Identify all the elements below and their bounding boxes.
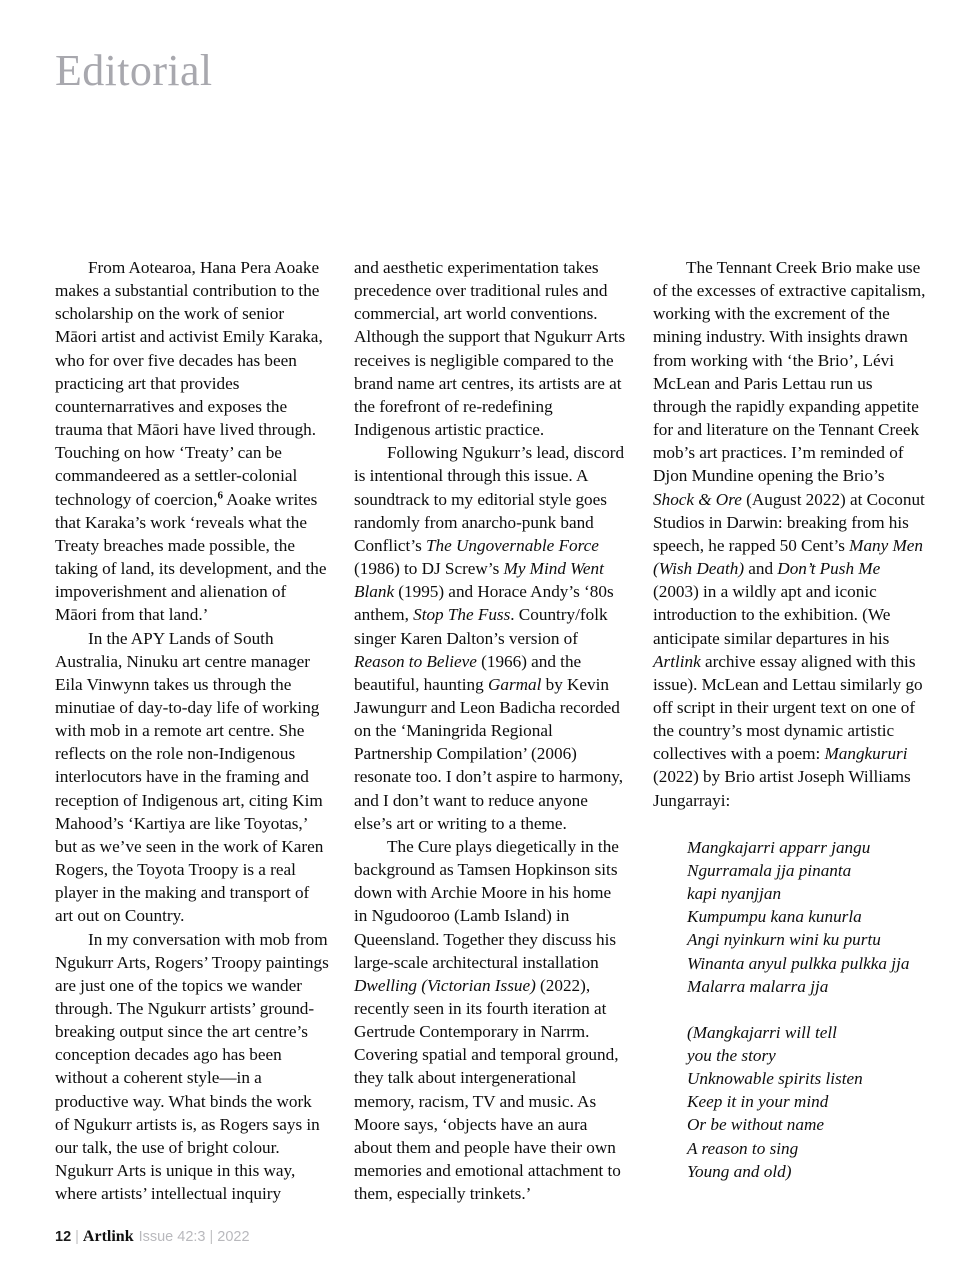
work-title: Shock & Ore xyxy=(653,489,742,509)
footer-page-number: 12 xyxy=(55,1229,72,1245)
footer-separator-2: | xyxy=(209,1229,214,1245)
paragraph xyxy=(354,441,628,835)
poem-line: Mangkajarri apparr jangu xyxy=(687,837,871,857)
poem-line: Keep it in your mind xyxy=(687,1092,829,1112)
paragraph-text: (2003) in a wildly apt and iconic introduction to the exhibition. (We anticipate similar departures in his xyxy=(653,582,891,648)
poem-stanza-1 xyxy=(653,836,927,998)
article-columns xyxy=(55,256,927,1206)
poem-line: A reason to sing xyxy=(687,1138,799,1158)
poem-line: Malarra malarra jja xyxy=(687,976,829,996)
work-title: Many Men (Wish Death) xyxy=(653,535,924,579)
paragraph-text: The Cure plays diegetically in the background as Tamsen Hopkinson sits down with Archie Moore in his home in Ngudooroo (Lamb Island) in Queensland. Together they discuss his large-scale architectural installation xyxy=(354,836,619,972)
poem-line: Ngurramala jja pinanta xyxy=(687,860,852,880)
poem-line: kapi nyanjjan xyxy=(687,884,782,904)
work-title: Mangkururi xyxy=(824,744,908,764)
poem-spacer xyxy=(653,812,927,836)
paragraph-text: From Aotearoa, Hana Pera Aoake makes a substantial contribution to the scholarship on the work of senior Māori artist and activist Emily Karaka, who for over five decades has been practicing art that provides counternarratives and exposes the trauma that Māori have lived through. Touching on how ‘Treaty’ can be commandeered as a settler-colonial technology of coercion, xyxy=(55,258,323,509)
work-title: My Mind Went Blank xyxy=(354,559,604,602)
column-2 xyxy=(354,256,628,1206)
paragraph-text: (2022) by Brio artist Joseph Williams Jungarrayi: xyxy=(653,767,911,810)
paragraph-text: (August 2022) at Coconut Studios in Darwin: breaking from his speech, he rapped 50 Cent’s xyxy=(653,489,925,555)
paragraph-text: and xyxy=(744,559,778,579)
footnote-marker: 6 xyxy=(217,488,224,501)
work-title: The Ungovernable Force xyxy=(426,535,599,555)
paragraph-text: (1995) and Horace Andy’s ‘80s anthem, xyxy=(354,582,614,625)
work-title: Dwelling (Victorian Issue) xyxy=(354,975,536,995)
poem-line: Unknowable spirits listen xyxy=(687,1069,863,1089)
paragraph-text-cont: Aoake writes that Karaka’s work ‘reveals what the Treaty breaches made possible, the taking of land, its development, and the impoverishment and alienation of Māori from that land.’ xyxy=(55,489,327,625)
paragraph-text: Following Ngukurr’s lead, discord is intentional through this issue. A soundtrack to my editorial style goes randomly from anarcho-punk band Conflict’s xyxy=(354,443,625,555)
paragraph: In the APY Lands of South Australia, Ninuku art centre manager Eila Vinwynn takes us through the minutiae of day-to-day life of working with mob in a remote art centre. She reflects on the role non-Indigenous interlocutors have in the framing and reception of Indigenous art, citing Kim Mahood’s ‘Kartiya are like Toyotas,’ but as we’ve seen in the work of Karen Rogers, the Toyota Troopy is a real player in the making and transport of art out on Country. xyxy=(55,628,324,926)
paragraph xyxy=(354,835,628,1206)
paragraph-text: (1966) and the beautiful, haunting xyxy=(354,651,582,694)
paragraph xyxy=(653,256,927,812)
work-title: Stop The Fuss xyxy=(413,605,511,625)
masthead xyxy=(55,45,655,105)
footer-year: 2022 xyxy=(217,1229,250,1245)
paragraph-text: by Kevin Jawungurr and Leon Badicha recorded on the ‘Maningrida Regional Partnership Compilation’ (2006) resonate too. I don’t aspire to harmony, and I don’t want to reduce anyone else’s art or writing to a theme. xyxy=(354,674,624,833)
footer-brand: Artlink xyxy=(82,1228,134,1245)
paragraph-text: . Country/folk singer Karen Dalton’s version of xyxy=(354,605,608,648)
poem-line: Kumpumpu kana kunurla xyxy=(687,907,862,927)
poem xyxy=(653,812,927,1183)
poem-stanza-spacer xyxy=(653,998,927,1021)
poem-line: Angi nyinkurn wini ku purtu xyxy=(687,930,881,950)
poem-line: (Mangkajarri will tell xyxy=(687,1022,837,1042)
footer-issue: Issue 42:3 xyxy=(138,1229,206,1245)
paragraph-text: (2022), recently seen in its fourth iteration at Gertrude Contemporary in Narrm. Covering spatial and temporal ground, they talk about intergenerational memory, racism, TV and music. As Moore says, ‘objects have an aura about them and people have their own memories and emotional attachment to them, especially trinkets.’ xyxy=(354,975,621,1204)
poem-line: you the story xyxy=(687,1046,776,1065)
paragraph-text: The Tennant Creek Brio make use of the excesses of extractive capitalism, working with the excrement of the mining industry. With insights drawn from working with ‘the Brio’, Lévi McLean and Paris Lettau run us through the rapidly expanding appetite for and literature on the Tennant Creek mob’s art practices. I’m reminded of Djon Mundine opening the Brio’s xyxy=(653,258,926,486)
work-title: Don’t Push Me xyxy=(777,559,881,579)
paragraph-text: archive essay aligned with this issue). McLean and Lettau similarly go off script in their urgent text on one of the country’s most dynamic artistic collectives with a poem: xyxy=(653,651,923,764)
paragraph: In my conversation with mob from Ngukurr Arts, Rogers’ Troopy paintings are just one of the topics we wander through. The Ngukurr artists’ ground-breaking output since the art centre’s conception decades ago has been without a coherent style—in a productive way. What binds the work of Ngukurr artists is, as Rogers says in our talk, the use of bright colour. Ngukurr Arts is unique in this way, where artists’ intellectual inquiry xyxy=(55,929,329,1204)
work-title: Reason to Believe xyxy=(354,651,477,671)
poem-stanza-2 xyxy=(653,1021,927,1183)
column-1 xyxy=(55,256,329,1206)
work-title: Garmal xyxy=(487,674,542,694)
poem-line: Young and old) xyxy=(687,1161,792,1181)
paragraph: and aesthetic experimentation takes precedence over traditional rules and commercial, art world conventions. Although the support that Ngukurr Arts receives is negligible compared to the brand name art centres, its artists are at the forefront of re-redefining Indigenous artistic practice. xyxy=(354,258,626,440)
poem-line: Winanta anyul pulkka pulkka jja xyxy=(687,953,910,973)
page-title: Editorial xyxy=(55,46,213,95)
page-footer xyxy=(55,1227,555,1249)
publication-title: Artlink xyxy=(653,651,701,671)
footer-separator: | xyxy=(75,1229,79,1245)
paragraph-text: (1986) to DJ Screw’s xyxy=(354,559,504,579)
paragraph xyxy=(55,256,329,627)
column-3 xyxy=(653,256,927,1206)
poem-line: Or be without name xyxy=(687,1115,825,1135)
